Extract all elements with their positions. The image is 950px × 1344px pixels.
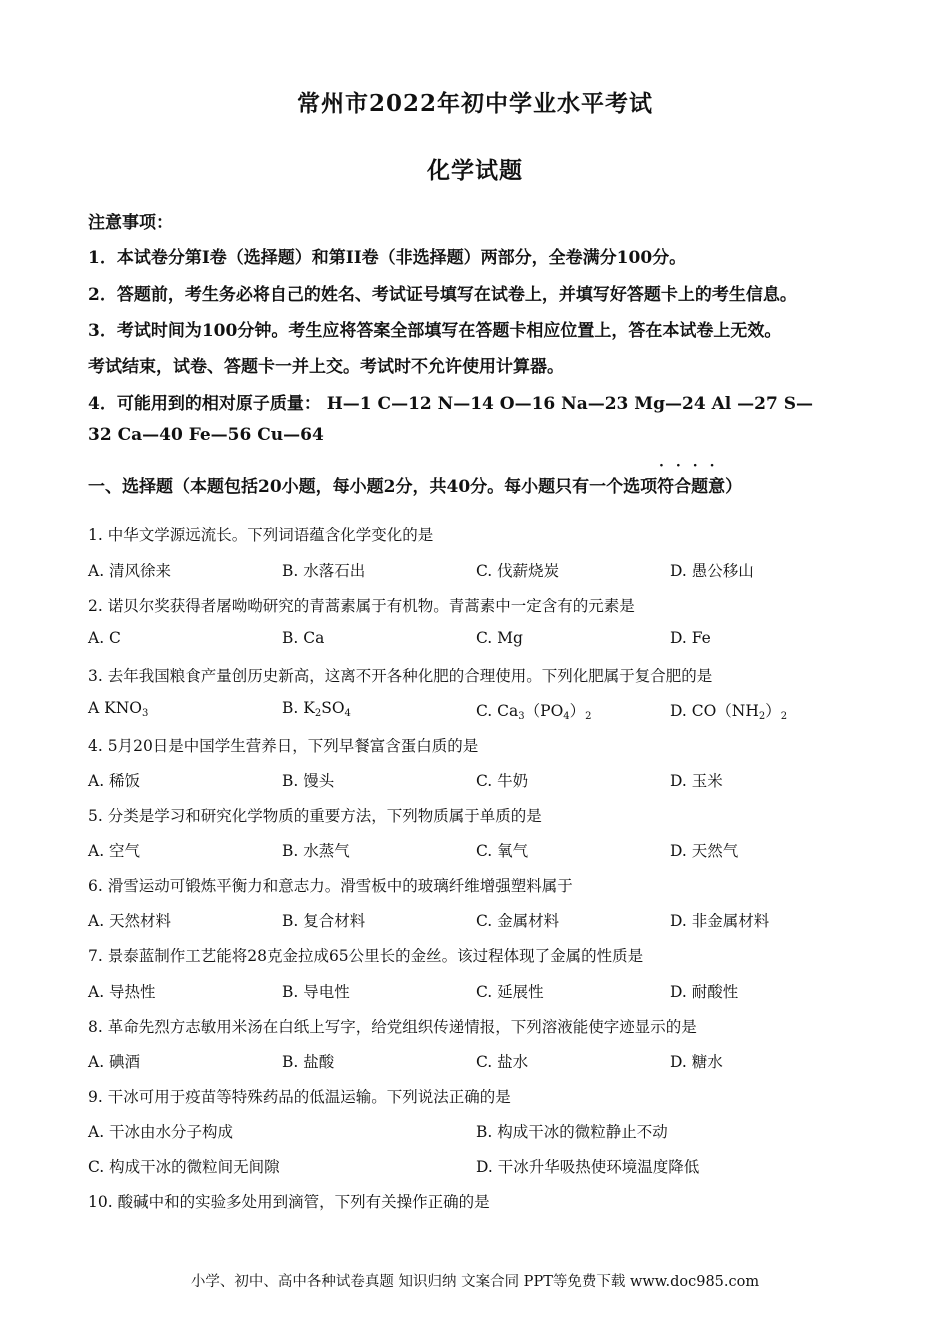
option-b: B. 构成干冰的微粒静止不动 <box>476 1123 668 1141</box>
subscript: 2 <box>585 711 592 722</box>
option-c: C. 金属材料 <box>476 912 560 930</box>
formula-part: （PO <box>524 702 564 720</box>
option-b: B. 水落石出 <box>282 562 366 580</box>
option-c: C. 盐水 <box>476 1053 529 1071</box>
subscript: 3 <box>141 708 149 719</box>
page-title: 常州市2022年初中学业水平考试 <box>296 90 653 117</box>
footer-text: 小学、初中、高中各种试卷真题 知识归纳 文案合同 PPT等免费下载 www.doc985.com <box>190 1274 760 1290</box>
formula-part: ） <box>569 702 586 720</box>
option-text: A KNO <box>88 699 142 717</box>
option-c: C. 伐薪烧炭 <box>476 562 560 580</box>
option-c <box>476 699 592 722</box>
option-d: D. 耐酸性 <box>670 983 739 1001</box>
option-a: A. 天然材料 <box>88 912 172 930</box>
page-subtitle: 化学试题 <box>427 157 523 184</box>
subscript: 3 <box>518 711 525 722</box>
option-d: D. 愚公移山 <box>670 562 754 580</box>
option-b <box>282 699 351 719</box>
note-item: 1．本试卷分第I卷（选择题）和第II卷（非选择题）两部分，全卷满分100分。 <box>88 248 687 268</box>
option-b: B. 盐酸 <box>282 1053 335 1071</box>
question-stem: 4. 5月20日是中国学生营养日，下列早餐富含蛋白质的是 <box>88 737 479 755</box>
option-b: B. 水蒸气 <box>282 842 350 860</box>
question-stem: 10. 酸碱中和的实验多处用到滴管，下列有关操作正确的是 <box>88 1193 490 1211</box>
note-item: 4．可能用到的相对原子质量： H—1 C—12 N—14 O—16 Na—23 Mg—24 Al —27 S— <box>88 394 813 414</box>
question-stem: 2. 诺贝尔奖获得者屠呦呦研究的青蒿素属于有机物。青蒿素中一定含有的元素是 <box>88 597 635 615</box>
note-item: 3．考试时间为100分钟。考生应将答案全部填写在答题卡相应位置上，答在本试卷上无效。 <box>88 321 782 341</box>
option-a: A. 导热性 <box>88 983 156 1001</box>
option-b: B. 馒头 <box>282 772 335 790</box>
subscript: 2 <box>314 708 322 719</box>
option-d: D. 糖水 <box>670 1053 723 1071</box>
question-stem: 9. 干冰可用于疫苗等特殊药品的低温运输。下列说法正确的是 <box>88 1088 511 1106</box>
option-d: D. 干冰升华吸热使环境温度降低 <box>476 1158 700 1176</box>
option-c: C. 牛奶 <box>476 772 529 790</box>
option-a: A. 清风徐来 <box>88 562 172 580</box>
option-d: D. 天然气 <box>670 842 739 860</box>
option-text: B. K <box>282 699 315 717</box>
subscript: 4 <box>344 708 351 719</box>
question-stem: 7. 景泰蓝制作工艺能将28克金拉成65公里长的金丝。该过程体现了金属的性质是 <box>88 947 644 965</box>
question-stem: 6. 滑雪运动可锻炼平衡力和意志力。滑雪板中的玻璃纤维增强塑料属于 <box>88 877 573 895</box>
question-stem: 1. 中华文学源远流长。下列词语蕴含化学变化的是 <box>88 526 434 544</box>
option-c: C. 氧气 <box>476 842 529 860</box>
option-a: A. 空气 <box>88 842 141 860</box>
option-text: D. CO（NH <box>670 702 759 720</box>
option-a: A. C <box>88 629 121 647</box>
option-c: C. 构成干冰的微粒间无间隙 <box>88 1158 280 1176</box>
question-stem: 5. 分类是学习和研究化学物质的重要方法，下列物质属于单质的是 <box>88 807 542 825</box>
option-d: D. Fe <box>670 629 711 647</box>
option-d: D. 非金属材料 <box>670 912 770 930</box>
option-c: C. 延展性 <box>476 983 544 1001</box>
question-stem: 3. 去年我国粮食产量创历史新高，这离不开各种化肥的合理使用。下列化肥属于复合肥的是 <box>88 667 713 685</box>
formula-part: ） <box>765 702 781 720</box>
option-a <box>88 699 148 719</box>
note-item: 考试结束，试卷、答题卡一并上交。考试时不允许使用计算器。 <box>88 357 564 377</box>
option-text: C. Ca <box>476 702 519 720</box>
option-b: B. 复合材料 <box>282 912 366 930</box>
subscript: 2 <box>758 711 766 722</box>
subscript: 4 <box>563 711 570 722</box>
emphasis-dots: ···· <box>659 458 727 474</box>
option-d: D. 玉米 <box>670 772 723 790</box>
subscript: 2 <box>780 711 788 722</box>
option-a: A. 碘酒 <box>88 1053 141 1071</box>
option-d <box>670 699 787 722</box>
note-item: 2．答题前，考生务必将自己的姓名、考试证号填写在试卷上，并填写好答题卡上的考生信息。 <box>88 285 797 305</box>
option-a: A. 稀饭 <box>88 772 141 790</box>
option-c: C. Mg <box>476 629 523 647</box>
option-b: B. 导电性 <box>282 983 350 1001</box>
note-item: 32 Ca—40 Fe—56 Cu—64 <box>88 425 324 445</box>
question-stem: 8. 革命先烈方志敏用米汤在白纸上写字，给党组织传递情报，下列溶液能使字迹显示的是 <box>88 1018 697 1036</box>
section-heading: 一、选择题（本题包括20小题，每小题2分，共40分。每小题只有一个选项符合题意） <box>88 477 743 497</box>
notes-heading: 注意事项： <box>88 213 173 233</box>
option-a: A. 干冰由水分子构成 <box>88 1123 234 1141</box>
formula-part: SO <box>321 699 345 717</box>
option-b: B. Ca <box>282 629 325 647</box>
